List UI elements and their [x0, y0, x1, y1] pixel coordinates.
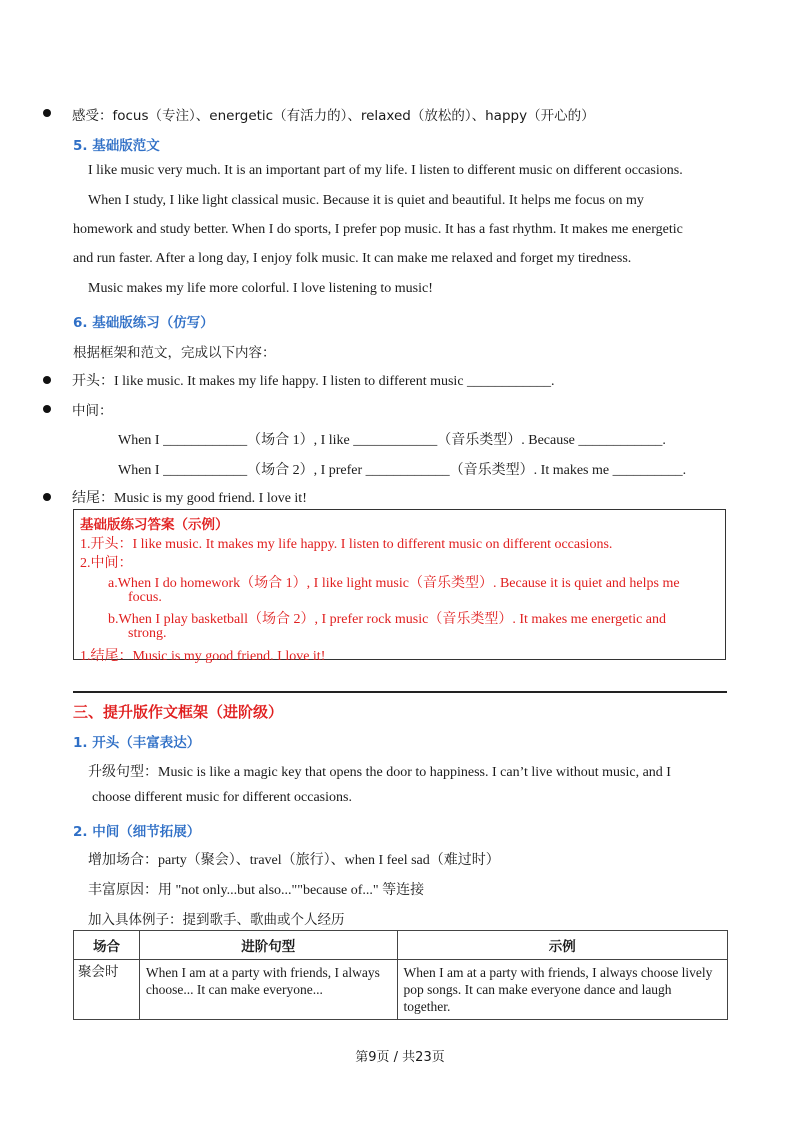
table-header-pattern: 进阶句型 [139, 931, 397, 960]
bullet-icon [43, 109, 51, 117]
answer-title: 基础版练习答案（示例） [80, 517, 229, 533]
section-3-title: 三、提升版作文框架（进阶级） [73, 703, 284, 721]
sample-paragraph-1: I like music very much. It is an important part of my life. I listen to different music on different occasions. [88, 163, 683, 178]
answer-middle-a-cont: focus. [128, 590, 162, 605]
heading-advanced-opening: 1. 开头（丰富表达） [73, 735, 201, 751]
sample-paragraph-2-line-1: When I study, I like light classical music. Because it is quiet and beautiful. It helps me focus on my [88, 193, 644, 208]
feelings-line: 感受：focus（专注）、energetic（有活力的）、relaxed（放松的）、happy（开心的） [72, 108, 595, 124]
heading-advanced-middle: 2. 中间（细节拓展） [73, 824, 201, 840]
section-divider [73, 691, 727, 693]
advanced-pattern-table [73, 930, 728, 1020]
upgrade-sentence-line-2: choose different music for different occasions. [92, 790, 352, 805]
upgrade-sentence-line-1: 升级句型：Music is like a magic key that opens the door to happiness. I can’t live without music, and I [88, 765, 671, 780]
heading-basic-practice: 6. 基础版练习（仿写） [73, 315, 214, 331]
enrich-reasons: 丰富原因：用 "not only...but also...""because of..." 等连接 [88, 883, 425, 898]
table-header-row [74, 931, 728, 960]
practice-middle-line-1: When I ____________（场合 1）, I like ____________（音乐类型）. Because ____________. [118, 433, 666, 448]
page-number: 第9页 / 共23页 [355, 1050, 445, 1065]
bullet-icon [43, 405, 51, 413]
bullet-icon [43, 493, 51, 501]
table-cell-pattern: When I am at a party with friends, I always choose... It can make everyone... [139, 960, 397, 1020]
practice-ending: 结尾：Music is my good friend. I love it! [72, 491, 307, 506]
table-row [74, 960, 728, 1020]
table-cell-example: When I am at a party with friends, I always choose lively pop songs. It can make everyone dance and laugh together. [397, 960, 727, 1020]
add-occasions: 增加场合：party（聚会）、travel（旅行）、when I feel sad（难过时） [88, 853, 500, 868]
answer-middle-label: 2.中间： [80, 556, 133, 571]
practice-middle-label: 中间： [72, 403, 113, 419]
table-header-example: 示例 [397, 931, 727, 960]
answer-middle-a: a.When I do homework（场合 1）, I like light music（音乐类型）. Because it is quiet and helps me [108, 576, 680, 591]
table-header-occasion: 场合 [74, 931, 140, 960]
sample-paragraph-3: Music makes my life more colorful. I love listening to music! [88, 281, 433, 296]
bullet-icon [43, 376, 51, 384]
practice-opening: 开头：I like music. It makes my life happy. I listen to different music ____________. [72, 374, 555, 389]
heading-basic-sample: 5. 基础版范文 [73, 138, 160, 154]
answer-opening: 1.开头：I like music. It makes my life happy. I listen to different music on different occasions. [80, 537, 613, 552]
sample-paragraph-2-line-3: and run faster. After a long day, I enjoy folk music. It can make me relaxed and forget my tiredness. [73, 251, 632, 266]
sample-paragraph-2-line-2: homework and study better. When I do sports, I prefer pop music. It has a fast rhythm. It makes me energetic [73, 222, 683, 237]
table-cell-occasion: 聚会时 [74, 960, 140, 1020]
answer-middle-b-cont: strong. [128, 626, 167, 641]
specific-examples: 加入具体例子：提到歌手、歌曲或个人经历 [88, 912, 345, 928]
practice-middle-line-2: When I ____________（场合 2）, I prefer ____________（音乐类型）. It makes me __________. [118, 463, 687, 478]
answer-ending: 1.结尾：Music is my good friend. I love it! [80, 649, 326, 664]
practice-instruction: 根据框架和范文，完成以下内容： [73, 345, 276, 361]
answer-middle-b: b.When I play basketball（场合 2）, I prefer rock music（音乐类型）. It makes me energetic and [108, 612, 667, 627]
